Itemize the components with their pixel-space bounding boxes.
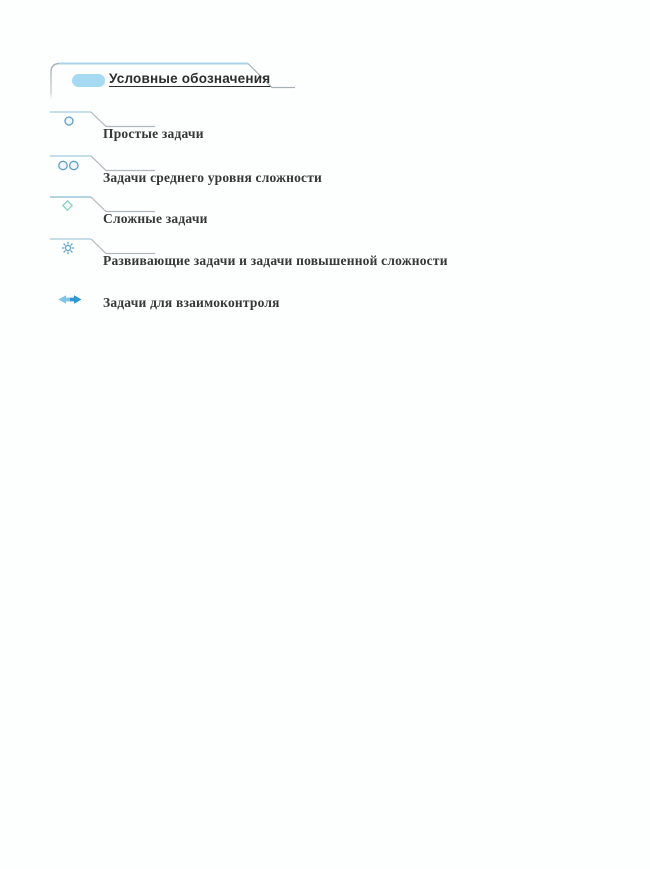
legend-header (50, 62, 300, 108)
legend-item-simple-tasks (50, 111, 610, 145)
page-title: Условные обозначения (109, 71, 271, 86)
legend-item-label: Развивающие задачи и задачи повышенной сложности (103, 253, 448, 268)
double-circle-icon (56, 160, 82, 171)
legend-item-advanced-tasks (50, 238, 610, 272)
single-circle-icon (64, 116, 74, 126)
sun-asterisk-icon (61, 241, 75, 255)
legend-item-label: Задачи для взаимоконтроля (103, 295, 280, 310)
legend-item-complex-tasks (50, 196, 610, 230)
double-arrow-icon (58, 294, 82, 305)
legend-item-label: Сложные задачи (103, 211, 208, 226)
header-pill-badge (72, 74, 105, 87)
legend-item-label: Простые задачи (103, 126, 204, 141)
diamond-icon (61, 199, 74, 212)
legend-item-label: Задачи среднего уровня сложности (103, 170, 323, 185)
legend-item-mutual-control-tasks (50, 292, 610, 314)
legend-item-medium-tasks (50, 155, 610, 189)
